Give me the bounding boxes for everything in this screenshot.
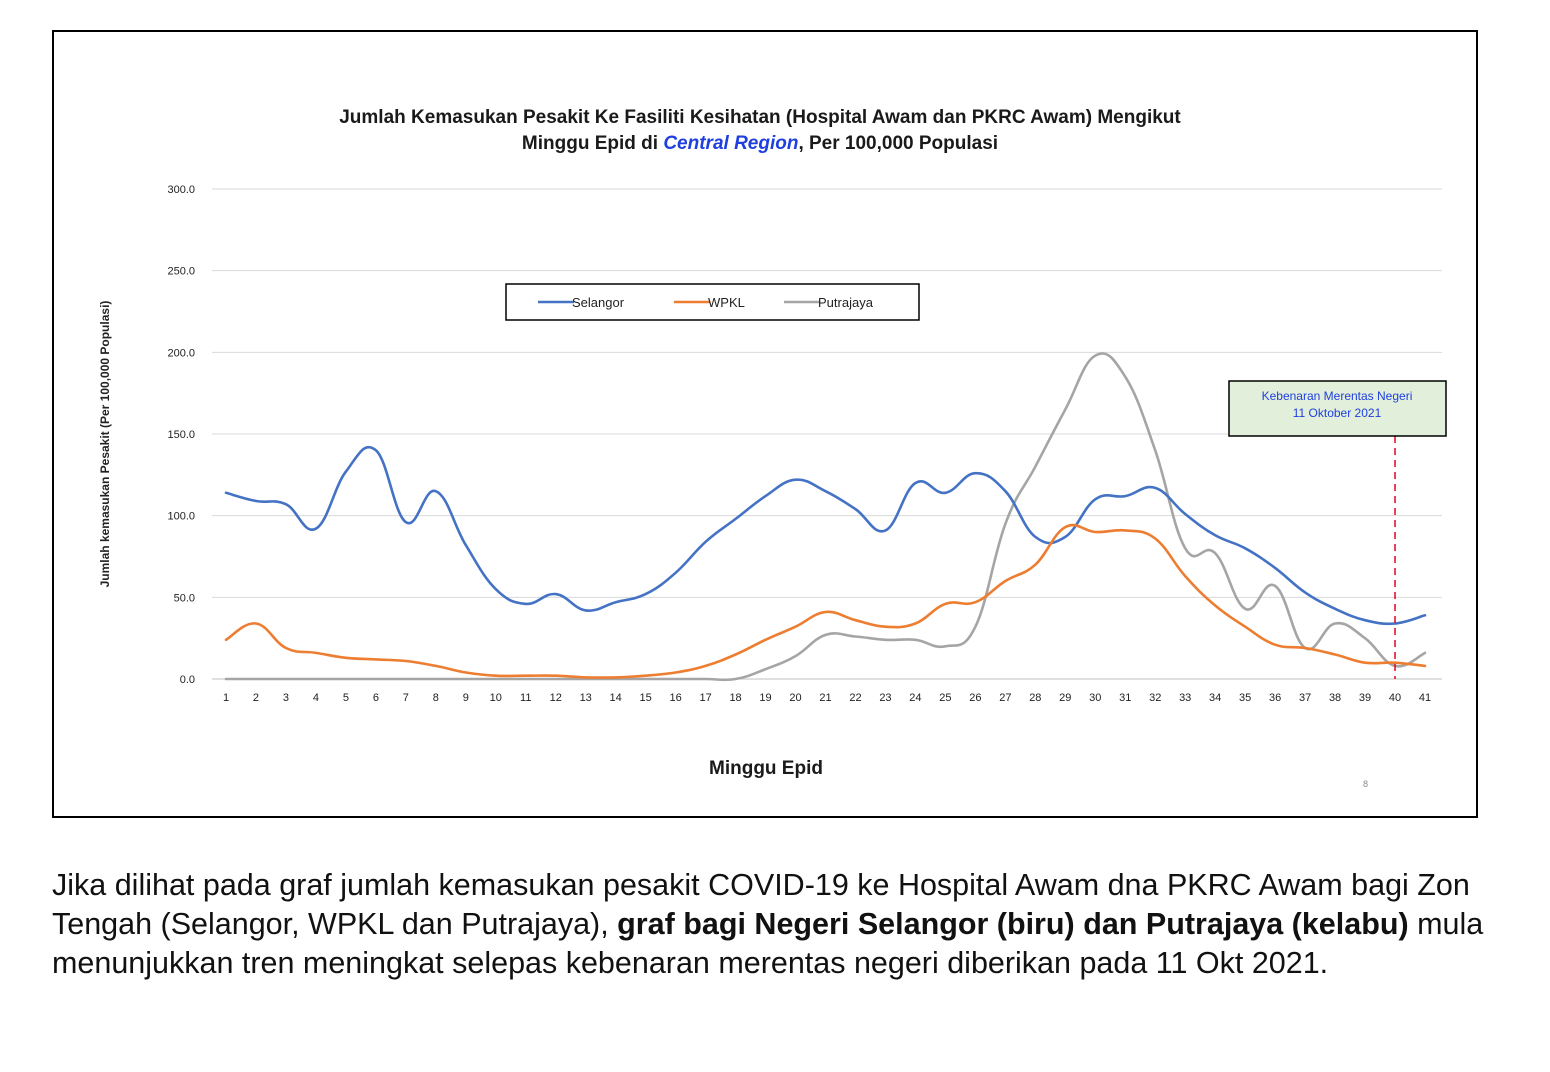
- y-tick-label: 250.0: [167, 265, 195, 278]
- x-tick-label: 28: [1029, 692, 1042, 704]
- x-tick-label: 23: [879, 692, 892, 704]
- x-tick-label: 25: [939, 692, 952, 704]
- chart-frame: [52, 30, 1478, 818]
- y-tick-label: 300.0: [167, 184, 195, 196]
- x-tick-label: 38: [1328, 692, 1342, 704]
- legend-label-wpkl: WPKL: [708, 295, 745, 310]
- x-tick-label: 18: [729, 692, 742, 704]
- y-tick-label: 50.0: [173, 592, 195, 605]
- x-tick-label: 32: [1149, 692, 1162, 704]
- x-tick-label: 36: [1269, 692, 1282, 704]
- x-tick-label: 35: [1239, 692, 1252, 704]
- legend-label-putrajaya: Putrajaya: [818, 295, 873, 310]
- annotation-box: [1229, 381, 1446, 436]
- x-tick-label: 5: [342, 692, 349, 704]
- chart-title-accent: Central Region: [663, 133, 799, 154]
- y-tick-label: 150.0: [167, 429, 195, 441]
- chart-title-line2-suffix: , Per 100,000 Populasi: [798, 133, 999, 154]
- x-tick-label: 29: [1059, 692, 1072, 704]
- x-tick-label: 34: [1209, 692, 1222, 704]
- annotation-text-line1: Kebenaran Merentas Negeri: [1261, 389, 1413, 403]
- x-tick-label: 7: [402, 692, 409, 704]
- x-tick-label: 2: [252, 692, 260, 704]
- x-tick-label: 10: [489, 692, 502, 704]
- x-tick-label: 41: [1418, 692, 1432, 704]
- x-tick-label: 9: [462, 692, 469, 704]
- page-number: 8: [1363, 779, 1369, 789]
- y-axis-label: Jumlah kemasukan Pesakit (Per 100,000 Populasi): [98, 300, 112, 588]
- x-tick-label: 20: [789, 692, 802, 704]
- legend-label-selangor: Selangor: [572, 295, 625, 310]
- x-tick-label: 19: [759, 692, 772, 704]
- y-tick-label: 200.0: [167, 347, 195, 360]
- x-tick-label: 33: [1179, 692, 1192, 704]
- y-tick-label: 0.0: [179, 674, 195, 686]
- caption-text-2: mula menunjukkan tren meningkat selepas kebenaran merentas negeri diberikan pada 11 Okt 2021.: [52, 907, 1484, 980]
- chart-title-line2: [522, 133, 998, 154]
- x-tick-label: 39: [1358, 692, 1372, 704]
- x-tick-label: 4: [312, 692, 319, 704]
- y-tick-label: 100.0: [167, 510, 195, 523]
- x-tick-label: 12: [549, 692, 562, 704]
- line-chart: [54, 32, 1480, 820]
- x-tick-label: 6: [372, 692, 379, 704]
- x-tick-label: 11: [520, 692, 532, 704]
- x-tick-label: 24: [909, 692, 922, 704]
- x-tick-label: 21: [819, 692, 832, 704]
- chart-title-line2-prefix: Minggu Epid di: [521, 133, 664, 154]
- x-axis-label: Minggu Epid: [709, 758, 823, 779]
- x-tick-label: 8: [432, 692, 439, 704]
- x-tick-label: 37: [1298, 692, 1312, 704]
- annotation-text-line2: 11 Oktober 2021: [1292, 406, 1382, 420]
- caption-text-1: Jika dilihat pada graf jumlah kemasukan pesakit COVID-19 ke Hospital Awam dna PKRC Awam bagi Zon Tengah (Selangor, WPKL dan Putrajaya),: [52, 868, 1470, 941]
- x-tick-label: 13: [579, 692, 592, 704]
- x-tick-label: 14: [609, 692, 622, 704]
- x-tick-label: 40: [1388, 692, 1402, 704]
- chart-title-line1: Jumlah Kemasukan Pesakit Ke Fasiliti Kesihatan (Hospital Awam dan PKRC Awam) Mengikut: [339, 107, 1181, 128]
- legend: [506, 284, 919, 320]
- x-tick-labels: [223, 692, 1431, 704]
- x-tick-label: 27: [999, 692, 1012, 704]
- x-tick-label: 26: [969, 692, 982, 704]
- x-tick-label: 16: [669, 692, 682, 704]
- y-tick-labels: [167, 184, 195, 686]
- caption-paragraph: [52, 866, 1492, 983]
- x-tick-label: 1: [222, 692, 230, 704]
- x-tick-label: 30: [1089, 692, 1102, 704]
- x-tick-label: 17: [699, 692, 712, 704]
- x-tick-label: 31: [1119, 692, 1132, 704]
- x-tick-label: 15: [639, 692, 652, 704]
- caption-bold: graf bagi Negeri Selangor (biru) dan Putrajaya (kelabu): [617, 907, 1409, 941]
- x-tick-label: 22: [849, 692, 862, 704]
- x-tick-label: 3: [282, 692, 290, 704]
